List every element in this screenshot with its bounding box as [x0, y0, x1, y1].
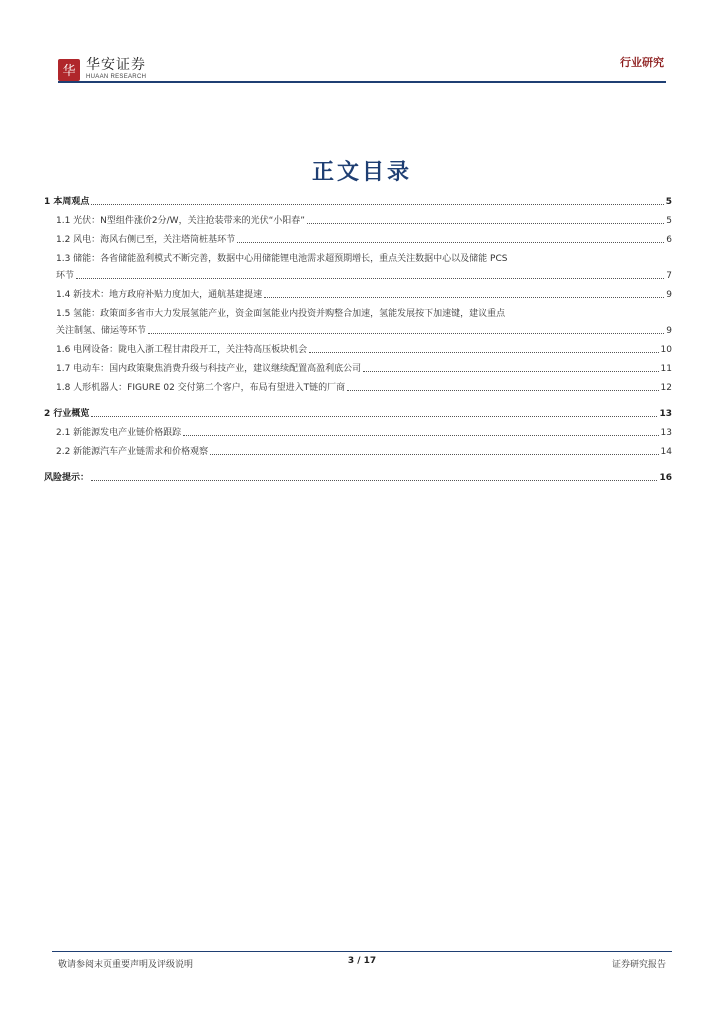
toc-entry-text: 风险提示：	[44, 473, 90, 483]
toc-entry-page: 6	[666, 235, 672, 245]
toc-entry-page: 10	[660, 345, 672, 355]
toc-entry-text: 1.2 风电：海风右侧已至，关注塔筒桩基环节	[56, 235, 236, 245]
toc-entry-1-1[interactable]	[44, 215, 672, 227]
footer-disclaimer: 敬请参阅末页重要声明及评级说明	[58, 960, 194, 970]
toc-leader-dots	[363, 371, 658, 372]
toc-entry-text: 1.5 氢能：政策面多省市大力发展氢能产业，资金面氢能业内投资并购整合加速，氢能发展按下加速键，建议重点	[56, 309, 506, 319]
toc-leader-dots	[91, 204, 663, 205]
toc-entry-1-4[interactable]	[44, 289, 672, 301]
toc-entry-text: 关注制氢、储运等环节	[56, 326, 147, 336]
toc-entry-page: 11	[660, 364, 672, 374]
toc-entry-page: 9	[666, 290, 672, 300]
toc-leader-dots	[183, 435, 658, 436]
table-of-contents	[44, 196, 672, 484]
footer-divider	[52, 951, 672, 952]
toc-entry-1-2[interactable]	[44, 234, 672, 246]
toc-entry-text: 1.6 电网设备：陇电入浙工程甘肃段开工，关注特高压板块机会	[56, 345, 308, 355]
toc-entry-page: 12	[660, 383, 672, 393]
toc-entry-section-1[interactable]	[44, 196, 672, 208]
toc-entry-section-2[interactable]	[44, 408, 672, 420]
toc-entry-text: 1 本周观点	[44, 197, 90, 207]
toc-entry-text: 1.1 光伏：N型组件涨价2分/W，关注抢装带来的光伏“小阳春”	[56, 216, 305, 226]
toc-entry-text: 1.8 人形机器人：FIGURE 02 交付第二个客户，布局有望进入T链的厂商	[56, 383, 346, 393]
toc-entry-1-8[interactable]	[44, 382, 672, 394]
toc-entry-1-6[interactable]	[44, 344, 672, 356]
company-logo	[58, 58, 146, 81]
toc-entry-1-5-continued[interactable]	[44, 325, 672, 337]
toc-entry-text: 1.4 新技术：地方政府补贴力度加大，通航基建提速	[56, 290, 263, 300]
toc-entry-1-3-continued[interactable]	[44, 270, 672, 282]
toc-leader-dots	[76, 278, 664, 279]
toc-entry-2-1[interactable]	[44, 427, 672, 439]
toc-entry-1-3[interactable]	[44, 253, 672, 265]
toc-entry-text: 1.3 储能：各省储能盈利模式不断完善，数据中心用储能锂电池需求超预期增长，重点关注数据中心以及储能 PCS	[56, 254, 508, 264]
toc-entry-page: 13	[660, 428, 672, 438]
toc-entry-risk[interactable]	[44, 472, 672, 484]
page-title: 正文目录	[311, 160, 412, 185]
toc-leader-dots	[148, 333, 664, 334]
toc-leader-dots	[264, 297, 664, 298]
footer-doc-type: 证券研究报告	[611, 960, 666, 970]
report-type-label: 行业研究	[620, 56, 664, 69]
toc-entry-text: 2.2 新能源汽车产业链需求和价格观察	[56, 447, 209, 457]
toc-entry-page: 9	[666, 326, 672, 336]
page-indicator: 3 / 17	[347, 956, 377, 966]
toc-entry-1-5[interactable]	[44, 308, 672, 320]
toc-leader-dots	[237, 242, 664, 243]
toc-entry-page: 7	[666, 271, 672, 281]
toc-entry-page: 14	[660, 447, 672, 457]
toc-entry-page: 13	[659, 409, 672, 419]
toc-entry-page: 16	[659, 473, 672, 483]
toc-entry-1-7[interactable]	[44, 363, 672, 375]
toc-leader-dots	[210, 454, 658, 455]
toc-entry-text: 2.1 新能源发电产业链价格跟踪	[56, 428, 182, 438]
logo-seal-icon: 华	[58, 59, 80, 81]
toc-entry-2-2[interactable]	[44, 446, 672, 458]
toc-entry-text: 1.7 电动车：国内政策聚焦消费升级与科技产业，建议继续配置高盈利底公司	[56, 364, 362, 374]
toc-leader-dots	[91, 416, 657, 417]
brand-name-cn: 华安证券	[86, 57, 146, 73]
toc-entry-page: 5	[666, 216, 672, 226]
toc-leader-dots	[91, 480, 657, 481]
header-divider	[58, 81, 666, 83]
toc-entry-text: 2 行业概览	[44, 409, 90, 419]
logo-text	[86, 58, 146, 81]
brand-name-en: HUAAN RESEARCH	[86, 74, 147, 80]
toc-entry-page: 5	[665, 197, 672, 207]
toc-leader-dots	[307, 223, 664, 224]
toc-leader-dots	[309, 352, 658, 353]
toc-entry-text: 环节	[56, 271, 75, 281]
toc-leader-dots	[347, 390, 658, 391]
